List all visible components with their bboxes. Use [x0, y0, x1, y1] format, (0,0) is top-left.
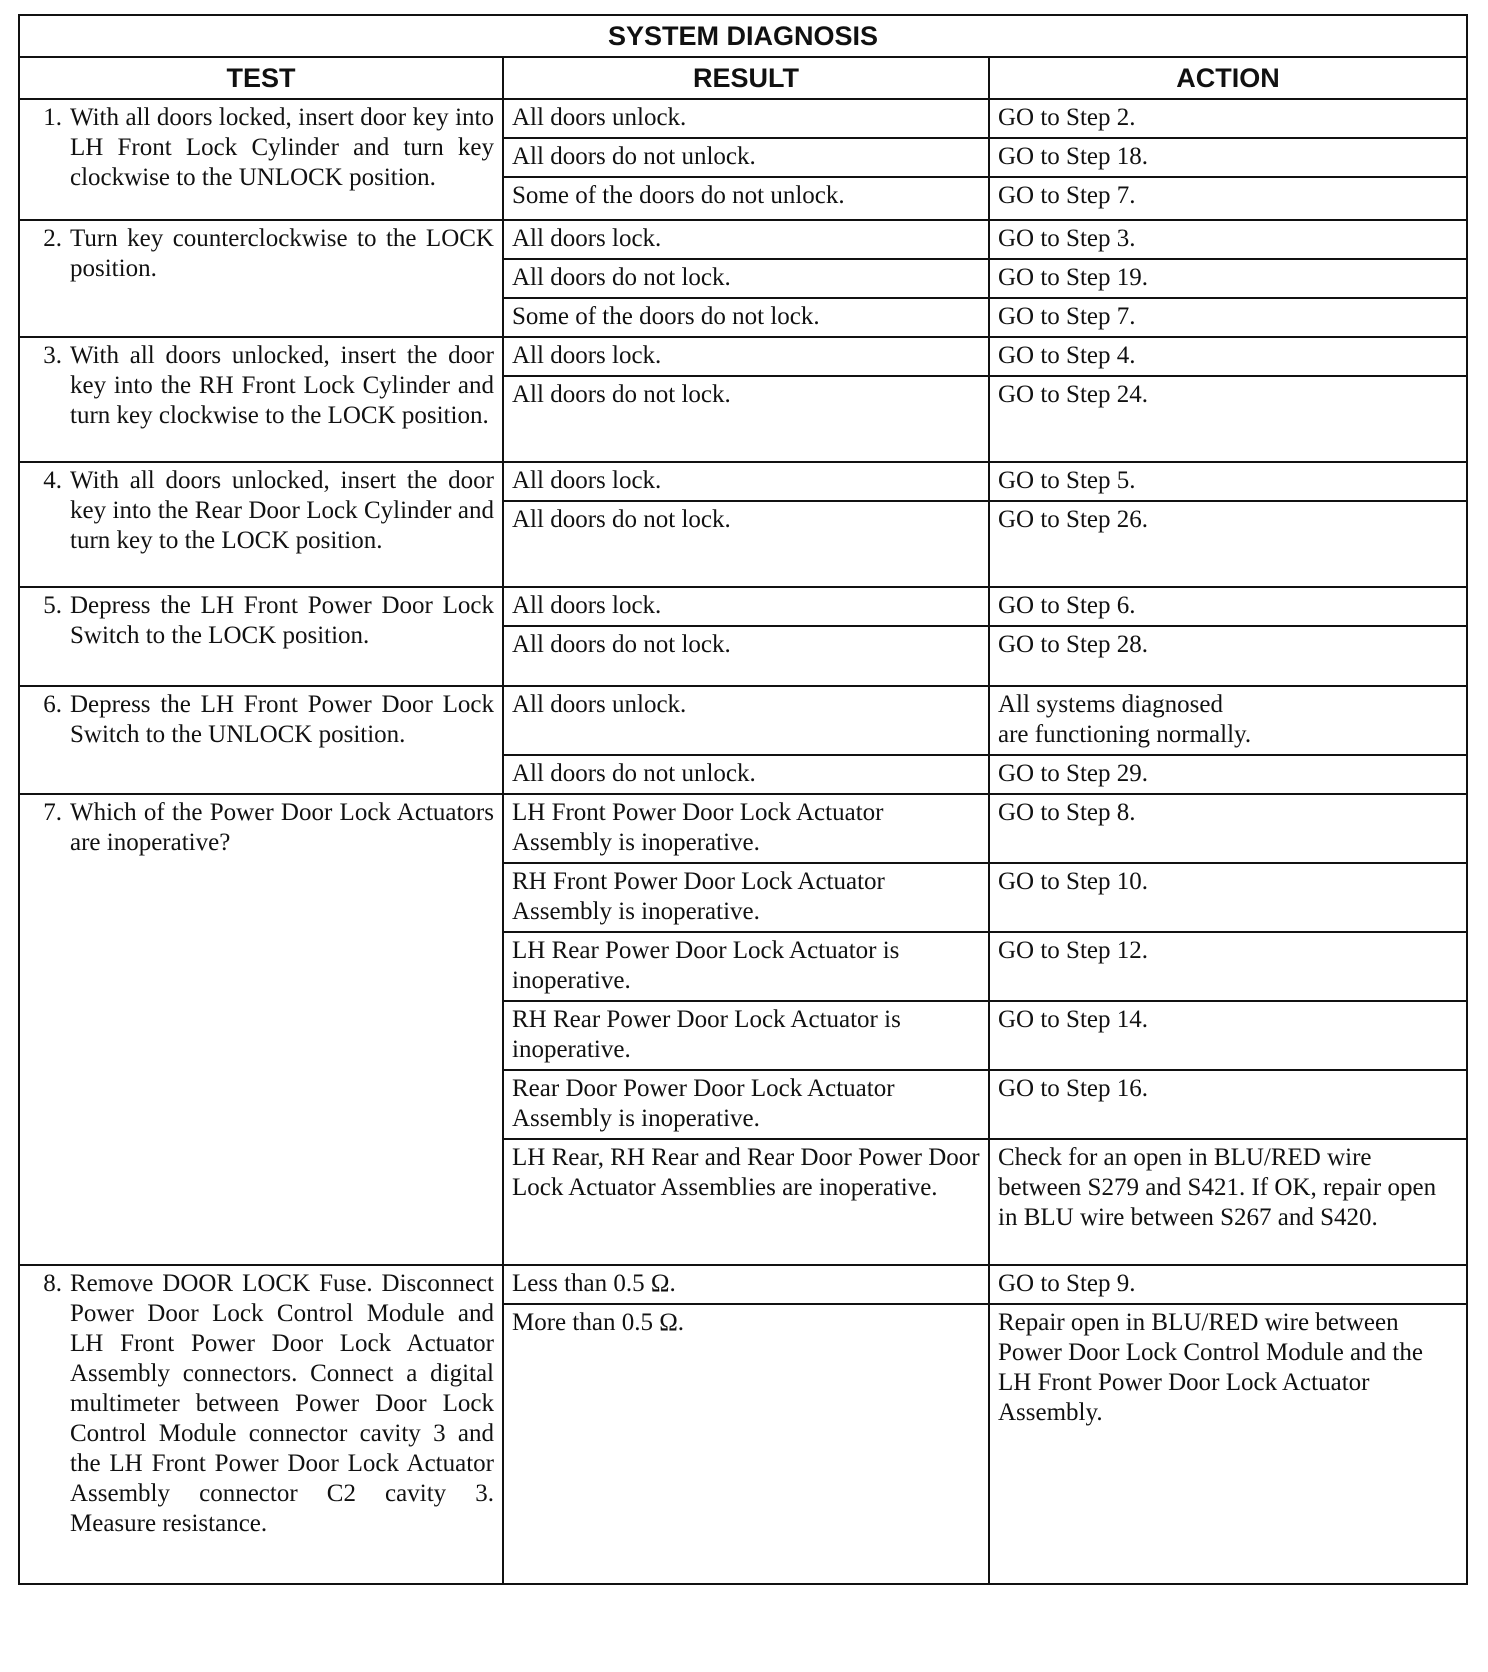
- step-instruction: Depress the LH Front Power Door Lock Switch to the LOCK position.: [70, 592, 494, 649]
- step-instruction: Which of the Power Door Lock Actuators are inoperative?: [70, 799, 494, 856]
- action-cell: [989, 626, 1467, 686]
- result-cell: LH Rear Power Door Lock Actuator is inoperative.: [503, 932, 989, 1001]
- step-number: 1.: [43, 104, 62, 131]
- result-cell: LH Front Power Door Lock Actuator Assembly is inoperative.: [503, 794, 989, 863]
- table-row: [19, 462, 1467, 501]
- test-cell: [19, 587, 503, 686]
- table-row: [19, 794, 1467, 863]
- action-text: All systems diagnosed: [998, 691, 1223, 718]
- test-cell: [19, 1265, 503, 1584]
- result-cell: All doors do not lock.: [503, 376, 989, 462]
- test-cell: [19, 99, 503, 220]
- result-cell: All doors do not lock.: [503, 626, 989, 686]
- header-test: TEST: [19, 57, 503, 99]
- result-cell: RH Front Power Door Lock Actuator Assembly is inoperative.: [503, 863, 989, 932]
- action-text: Check for an open in BLU/RED wire between S279 and S421. If OK, repair open in BLU wire between S267 and S420.: [998, 1144, 1437, 1231]
- step-number: 5.: [43, 592, 62, 619]
- action-text: GO to Step 3.: [998, 225, 1136, 252]
- system-diagnosis-document: [18, 14, 1466, 1585]
- action-text: GO to Step 29.: [998, 760, 1148, 787]
- action-cell: [989, 501, 1467, 587]
- result-cell: All doors lock.: [503, 587, 989, 626]
- test-cell: [19, 686, 503, 794]
- action-cell: [989, 863, 1467, 932]
- table-row: [19, 220, 1467, 259]
- action-text: GO to Step 28.: [998, 631, 1148, 658]
- action-text: GO to Step 6.: [998, 592, 1136, 619]
- action-cell: [989, 259, 1467, 298]
- table-row: [19, 99, 1467, 138]
- step-instruction: Depress the LH Front Power Door Lock Switch to the UNLOCK position.: [70, 691, 494, 748]
- action-text: GO to Step 18.: [998, 143, 1148, 170]
- header-result: RESULT: [503, 57, 989, 99]
- table-row: [19, 587, 1467, 626]
- result-cell: Less than 0.5 Ω.: [503, 1265, 989, 1304]
- result-cell: All doors do not unlock.: [503, 138, 989, 177]
- action-cell: [989, 376, 1467, 462]
- step-number: 7.: [43, 799, 62, 826]
- result-cell: All doors do not unlock.: [503, 755, 989, 794]
- action-text: GO to Step 26.: [998, 506, 1148, 533]
- step-number: 6.: [43, 691, 62, 718]
- action-cell: [989, 1265, 1467, 1304]
- table-row: [19, 1265, 1467, 1304]
- action-cell: [989, 686, 1467, 755]
- action-text: GO to Step 2.: [998, 104, 1136, 131]
- action-text: GO to Step 14.: [998, 1006, 1148, 1033]
- step-instruction: With all doors unlocked, insert the door key into the RH Front Lock Cylinder and turn key clockwise to the LOCK position.: [70, 342, 494, 429]
- table-title: SYSTEM DIAGNOSIS: [19, 15, 1467, 57]
- action-text: GO to Step 19.: [998, 264, 1148, 291]
- test-cell: [19, 794, 503, 1265]
- action-text: GO to Step 9.: [998, 1270, 1136, 1297]
- action-text: GO to Step 7.: [998, 303, 1136, 330]
- step-instruction: With all doors unlocked, insert the door key into the Rear Door Lock Cylinder and turn key to the LOCK position.: [70, 467, 494, 554]
- action-text: Repair open in BLU/RED wire between Power Door Lock Control Module and the LH Front Power Door Lock Actuator Assembly.: [998, 1309, 1423, 1426]
- header-action: ACTION: [989, 57, 1467, 99]
- result-cell: All doors do not lock.: [503, 501, 989, 587]
- result-cell: All doors unlock.: [503, 686, 989, 755]
- step-instruction: Remove DOOR LOCK Fuse. Disconnect Power Door Lock Control Module and LH Front Power Door Lock Actuator Assembly connectors. Connect a digital multimeter between Power Door Lock Control Module connector cavity 3 and the LH Front Power Door Lock Actuator Assembly connector C2 cavity 3. Measure resistance.: [70, 1270, 494, 1537]
- action-text: GO to Step 7.: [998, 182, 1136, 209]
- action-cell: [989, 298, 1467, 337]
- test-cell: [19, 462, 503, 587]
- action-cell: [989, 1001, 1467, 1070]
- action-text: GO to Step 8.: [998, 799, 1136, 826]
- action-text: GO to Step 10.: [998, 868, 1148, 895]
- action-cell: [989, 587, 1467, 626]
- result-cell: All doors lock.: [503, 462, 989, 501]
- result-cell: More than 0.5 Ω.: [503, 1304, 989, 1584]
- action-text: GO to Step 24.: [998, 381, 1148, 408]
- action-text: GO to Step 5.: [998, 467, 1136, 494]
- step-instruction: With all doors locked, insert door key into LH Front Lock Cylinder and turn key clockwise to the UNLOCK position.: [70, 104, 494, 191]
- result-cell: All doors lock.: [503, 220, 989, 259]
- action-text: GO to Step 4.: [998, 342, 1136, 369]
- action-text-line2: are functioning normally.: [998, 721, 1252, 748]
- result-cell: All doors lock.: [503, 337, 989, 376]
- result-cell: All doors unlock.: [503, 99, 989, 138]
- table-row: [19, 686, 1467, 755]
- result-cell: All doors do not lock.: [503, 259, 989, 298]
- diagnosis-table: [18, 14, 1468, 1585]
- step-instruction: Turn key counterclockwise to the LOCK position.: [70, 225, 494, 282]
- action-text: GO to Step 12.: [998, 937, 1148, 964]
- result-cell: LH Rear, RH Rear and Rear Door Power Door Lock Actuator Assemblies are inoperative.: [503, 1139, 989, 1265]
- test-cell: [19, 220, 503, 337]
- action-cell: [989, 794, 1467, 863]
- action-cell: [989, 220, 1467, 259]
- action-cell: [989, 1304, 1467, 1584]
- action-cell: [989, 177, 1467, 220]
- result-cell: RH Rear Power Door Lock Actuator is inoperative.: [503, 1001, 989, 1070]
- action-cell: [989, 1139, 1467, 1265]
- step-number: 4.: [43, 467, 62, 494]
- action-cell: [989, 1070, 1467, 1139]
- action-cell: [989, 932, 1467, 1001]
- step-number: 8.: [43, 1270, 62, 1297]
- test-cell: [19, 337, 503, 462]
- result-cell: Some of the doors do not lock.: [503, 298, 989, 337]
- action-text: GO to Step 16.: [998, 1075, 1148, 1102]
- action-cell: [989, 337, 1467, 376]
- table-body: [19, 99, 1467, 1584]
- action-cell: [989, 99, 1467, 138]
- step-number: 2.: [43, 225, 62, 252]
- action-cell: [989, 138, 1467, 177]
- table-row: [19, 337, 1467, 376]
- result-cell: Some of the doors do not unlock.: [503, 177, 989, 220]
- result-cell: Rear Door Power Door Lock Actuator Assembly is inoperative.: [503, 1070, 989, 1139]
- step-number: 3.: [43, 342, 62, 369]
- action-cell: [989, 755, 1467, 794]
- action-cell: [989, 462, 1467, 501]
